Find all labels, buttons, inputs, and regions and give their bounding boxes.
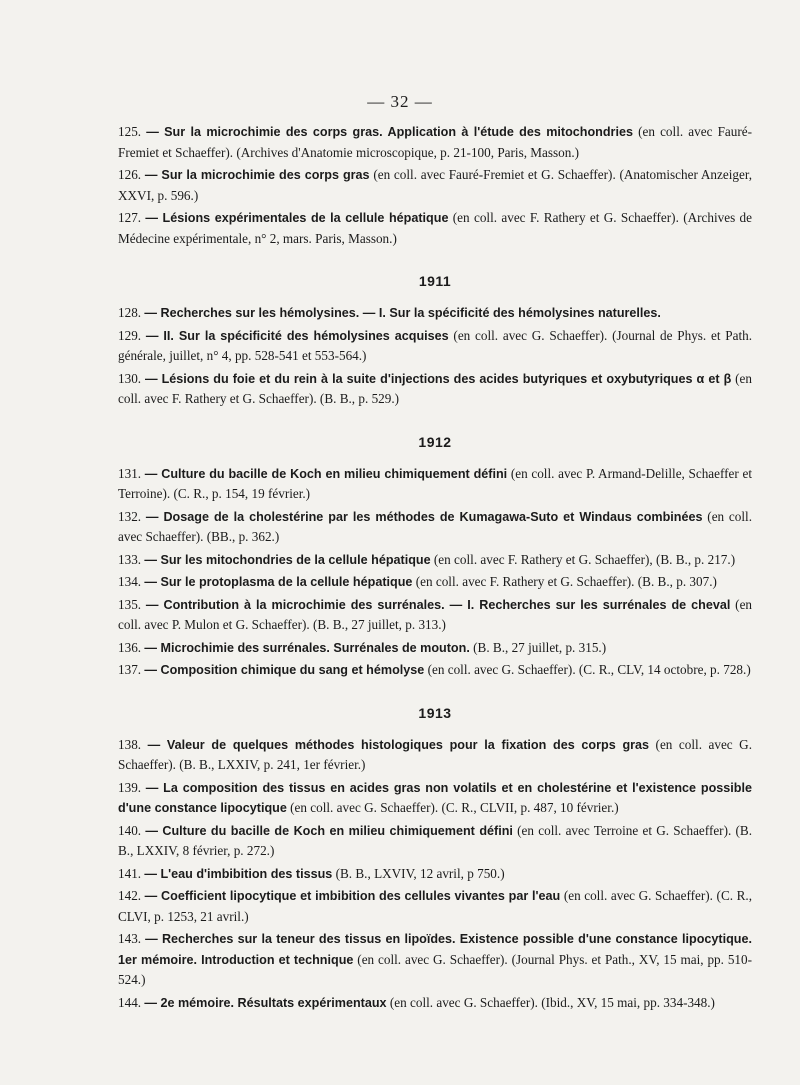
entry-number: 141. <box>118 865 142 881</box>
bibliography-entry <box>118 735 752 776</box>
entry-title: — Sur les mitochondries de la cellule hépatique <box>144 552 431 567</box>
bibliography-entry <box>118 821 752 862</box>
bibliography-entry <box>118 122 752 163</box>
bibliography-entry <box>118 993 752 1014</box>
entry-number: 135. <box>118 596 142 612</box>
year-heading: 1912 <box>418 433 452 450</box>
bibliography-entry <box>118 929 752 991</box>
entry-title: — Lésions du foie et du rein à la suite d'injections des acides butyriques et oxybutyriques α et β <box>144 371 732 386</box>
bibliography-entry <box>118 660 752 681</box>
entry-number: 127. <box>118 210 142 225</box>
entry-title: — Lésions expérimentales de la cellule hépatique <box>145 211 449 225</box>
entry-title: — Sur la microchimie des corps gras <box>144 168 370 182</box>
entry-number: 143. <box>118 931 142 946</box>
entry-number: 133. <box>118 551 142 567</box>
entry-citation: (en coll. avec F. Rathery et G. Schaeffer). (Archives de Médecine expérimentale, n° 2, mars. Paris, Masson.) <box>118 210 752 246</box>
bibliography-entry <box>118 369 752 410</box>
entry-citation: (en coll. avec G. Schaeffer). (Journal de Phys. et Path. générale, juillet, n° 4, pp. 528-541 et 553-564.) <box>118 327 752 363</box>
entry-title: — Sur le protoplasma de la cellule hépatique <box>144 575 413 589</box>
entry-citation: (en coll. avec F. Rathery et G. Schaeffer). (B. B., p. 307.) <box>412 574 717 589</box>
entry-title: — La composition des tissus en acides gras non volatils et en cholestérine et l'existence possible d'une constance lipocytique <box>118 780 752 815</box>
entry-number: 134. <box>118 574 142 589</box>
entry-number: 129. <box>118 327 142 343</box>
entry-title: — 2e mémoire. Résultats expérimentaux <box>144 995 387 1010</box>
entry-citation: (en coll. avec P. Mulon et G. Schaeffer). (B. B., 27 juillet, p. 313.) <box>118 596 753 632</box>
entry-title: — Dosage de la cholestérine par les méthodes de Kumagawa-Suto et Windaus combinées <box>145 509 703 524</box>
entry-number: 130. <box>118 370 142 386</box>
bibliography-list <box>118 122 752 1013</box>
entry-citation: (en coll. avec G. Schaeffer). (Ibid., XV, 15 mai, pp. 334-348.) <box>386 994 715 1010</box>
entry-number: 128. <box>118 305 142 320</box>
entry-number: 144. <box>118 994 142 1010</box>
entry-number: 138. <box>118 736 142 752</box>
entry-citation: (en coll. avec Terroine et G. Schaeffer). (B. B., LXXIV, 8 février, p. 272.) <box>118 822 753 858</box>
bibliography-entry <box>118 778 752 819</box>
bibliography-entry <box>118 208 752 249</box>
bibliography-entry <box>118 303 752 324</box>
entry-citation: (en coll. avec G. Schaeffer). (C. R., CLVI, p. 1253, 21 avril.) <box>118 888 752 924</box>
bibliography-entry <box>118 507 752 548</box>
bibliography-entry <box>118 326 752 367</box>
entry-title: — Valeur de quelques méthodes histologiques pour la fixation des corps gras <box>147 737 650 752</box>
entry-title: — Composition chimique du sang et hémolyse <box>144 663 425 677</box>
entry-citation: (en coll. avec Schaeffer). (BB., p. 362.) <box>118 508 752 544</box>
year-heading: 1911 <box>418 273 452 289</box>
entry-citation: (en coll. avec F. Rathery et G. Schaeffer). (B. B., p. 529.) <box>118 370 752 406</box>
bibliography-entry <box>118 464 752 505</box>
entry-title: — II. Sur la spécificité des hémolysines acquises <box>145 328 449 343</box>
entry-citation: (en coll. avec Fauré-Fremiet et Schaeffer). (Archives d'Anatomie microscopique, p. 21-100, Paris, Masson.) <box>118 124 752 160</box>
page-number: — 32 — <box>367 92 433 111</box>
entry-number: 131. <box>118 465 142 481</box>
entry-number: 142. <box>118 888 142 903</box>
entry-citation: (en coll. avec Fauré-Fremiet et G. Schaeffer). (Anatomischer Anzeiger, XXVI, p. 596.) <box>118 167 753 203</box>
entry-title: — Coefficient lipocytique et imbibition des cellules vivantes par l'eau <box>144 889 561 903</box>
entry-number: 125. <box>118 124 142 139</box>
bibliography-entry <box>118 595 752 636</box>
entry-title: — Culture du bacille de Koch en milieu chimiquement défini <box>144 466 508 481</box>
bibliography-entry <box>118 572 752 593</box>
entry-number: 139. <box>118 779 142 795</box>
year-heading: 1913 <box>418 704 452 721</box>
entry-title: — Recherches sur la teneur des tissus en lipoïdes. Existence possible d'une constance lipocytique. 1er mémoire. Introduction et technique <box>118 932 752 967</box>
entry-number: 132. <box>118 508 142 524</box>
entry-citation: (en coll. avec F. Rathery et G. Schaeffer), (B. B., p. 217.) <box>430 551 736 567</box>
bibliography-entry <box>118 550 752 571</box>
entry-title: — Sur la microchimie des corps gras. Application à l'étude des mitochondries <box>146 125 633 139</box>
entry-title: — L'eau d'imbibition des tissus <box>144 866 333 881</box>
entry-title: — Recherches sur les hémolysines. — I. Sur la spécificité des hémolysines naturelles. <box>144 306 661 320</box>
entry-number: 126. <box>118 167 142 182</box>
entry-citation: (en coll. avec G. Schaeffer). (C. R., CLV, 14 octobre, p. 728.) <box>424 662 751 677</box>
bibliography-entry <box>118 165 752 206</box>
entry-title: — Microchimie des surrénales. Surrénales de mouton. <box>144 640 470 655</box>
entry-number: 137. <box>118 662 142 677</box>
entry-citation: (en coll. avec G. Schaeffer). (C. R., CLVII, p. 487, 10 février.) <box>286 800 619 815</box>
entry-title: — Culture du bacille de Koch en milieu chimiquement défini <box>145 823 513 838</box>
bibliography-entry <box>118 864 752 885</box>
bibliography-entry <box>118 886 752 927</box>
entry-citation: (en coll. avec G. Schaeffer). (Journal Phys. et Path., XV, 15 mai, pp. 510-524.) <box>118 951 752 987</box>
bibliography-entry <box>118 638 752 659</box>
entry-number: 140. <box>118 822 142 838</box>
entry-number: 136. <box>118 639 142 655</box>
entry-title: — Contribution à la microchimie des surrénales. — I. Recherches sur les surrénales de cheval <box>145 597 731 612</box>
entry-citation: (en coll. avec G. Schaeffer). (B. B., LXXIV, p. 241, 1er février.) <box>118 736 752 772</box>
entry-citation: (en coll. avec P. Armand-Delille, Schaeffer et Terroine). (C. R., p. 154, 19 février.) <box>118 465 752 501</box>
entry-citation: (B. B., LXVIV, 12 avril, p 750.) <box>332 865 505 881</box>
entry-citation: (B. B., 27 juillet, p. 315.) <box>469 639 607 655</box>
